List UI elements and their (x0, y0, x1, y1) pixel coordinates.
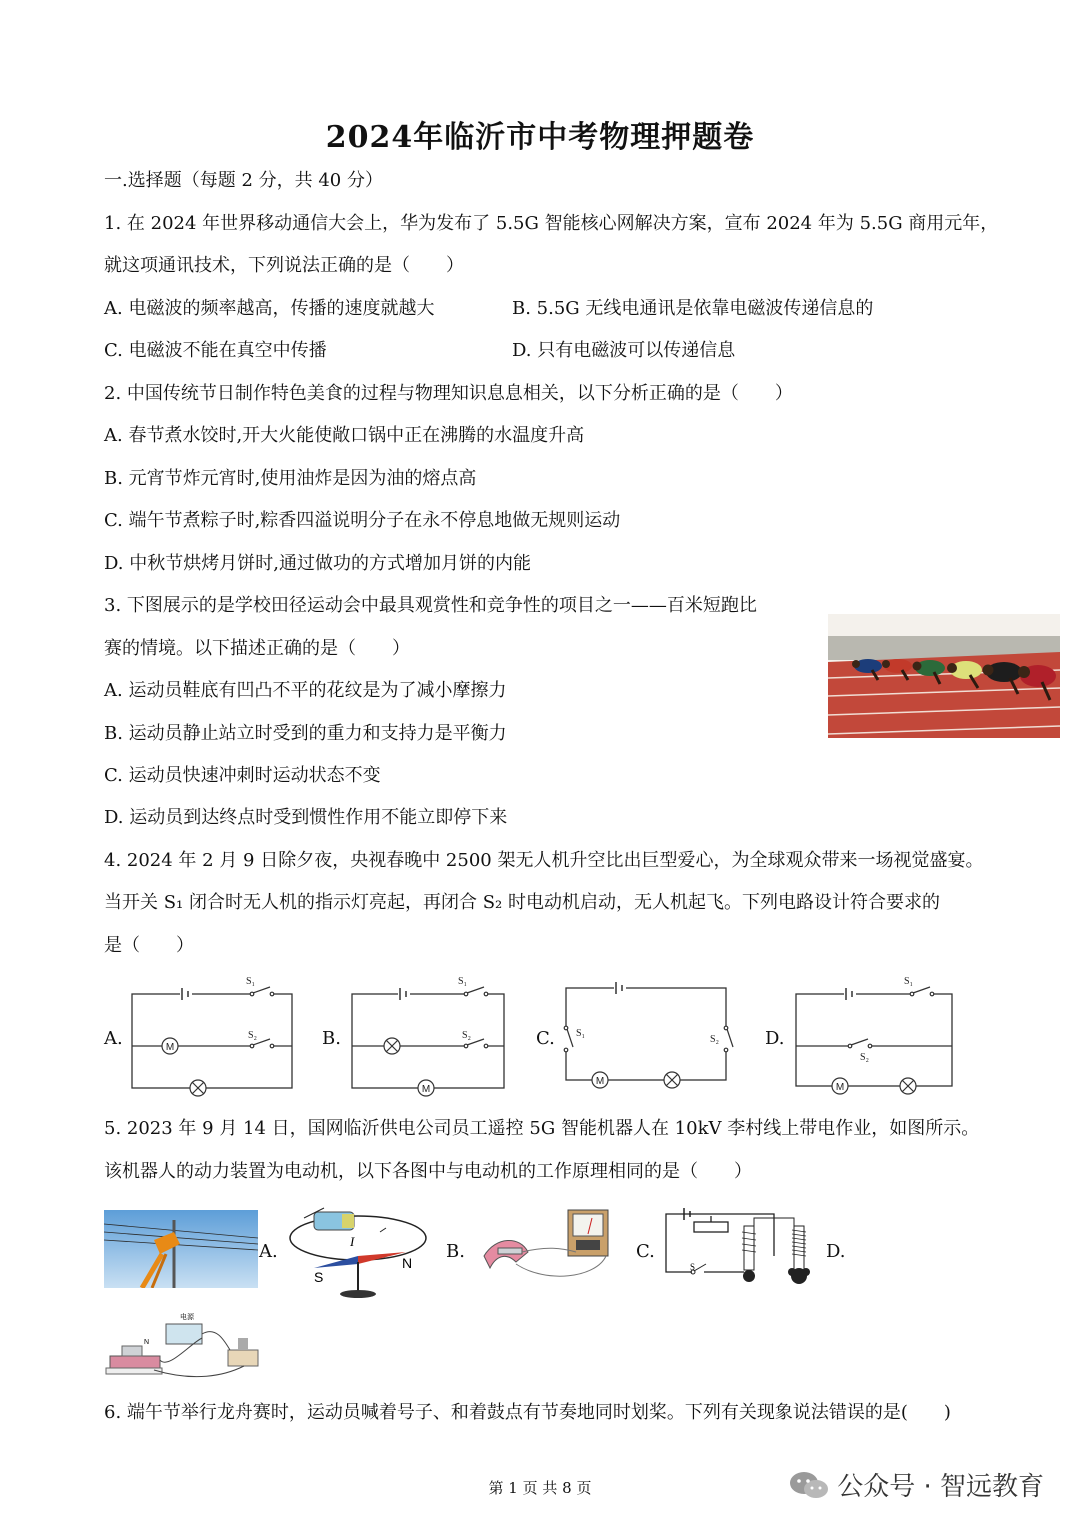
q2-option-d: D. 中秋节烘烤月饼时,通过做功的方式增加月饼的内能 (104, 553, 531, 574)
q4-d-s2-label: S₂ (860, 1052, 870, 1063)
q3-option-b: B. 运动员静止站立时受到的重力和支持力是平衡力 (104, 723, 507, 744)
q4-d-s1-label: S₁ (904, 976, 914, 987)
wechat-icon (789, 1470, 829, 1500)
q4-label-d: D. (765, 1028, 785, 1049)
q3-option-d: D. 运动员到达终点时受到惯性作用不能立即停下来 (104, 807, 508, 828)
q5-d-power-label: 电源 (180, 1313, 194, 1321)
q5-label-d: D. (826, 1241, 846, 1262)
q2-option-b: B. 元宵节炸元宵时,使用油炸是因为油的熔点高 (104, 468, 477, 489)
q4-stem-line1: 4. 2024 年 2 月 9 日除夕夜，央视春晚中 2500 架无人机升空比出巨型爱心，为全球观众带来一场视觉盛宴。 (104, 850, 984, 871)
q4-c-motor-label: M (595, 1076, 605, 1087)
q4-a-s2-label: S₂ (248, 1030, 258, 1041)
q2-option-a: A. 春节煮水饺时,开大火能使敞口锅中正在沸腾的水温度升高 (104, 425, 585, 446)
q5-label-b: B. (446, 1241, 465, 1262)
q5-a-n-label: N (402, 1255, 413, 1271)
q4-c-s2-label: S₂ (710, 1034, 720, 1045)
page-footer: 第 1 页 共 8 页 (488, 1479, 592, 1497)
q4-b-motor-label: M (421, 1084, 431, 1095)
q4-b-s2-label: S₂ (462, 1030, 472, 1041)
q5-d-n-label: N (144, 1339, 150, 1346)
q5-fig-a-compass-coil (284, 1204, 434, 1300)
watermark-text: 公众号 · 智远教育 (837, 1472, 1044, 1502)
q4-label-a: A. (104, 1028, 123, 1049)
q5-a-current-label: I (350, 1234, 355, 1249)
q5-stem-line2: 该机器人的动力装置为电动机，以下各图中与电动机的工作原理相同的是（ ） (104, 1161, 752, 1182)
q5-fig-d-motor-demo (104, 1310, 266, 1382)
q1-stem-line2: 就这项通讯技术，下列说法正确的是（ ） (104, 255, 464, 276)
q4-label-b: B. (322, 1028, 341, 1049)
power-line-robot-photo (104, 1210, 258, 1288)
q4-label-c: C. (536, 1028, 555, 1049)
q5-label-a: A. (259, 1241, 278, 1262)
q5-label-c: C. (636, 1241, 655, 1262)
q1-option-d: D. 只有电磁波可以传递信息 (512, 340, 736, 361)
q4-b-s1-label: S₁ (458, 976, 468, 987)
q6-stem: 6. 端午节举行龙舟赛时，运动员喊着号子、和着鼓点有节奏地同时划桨。下列有关现象说法错误的是( ) (104, 1402, 951, 1423)
q3-stem-line1: 3. 下图展示的是学校田径运动会中最具观赏性和竞争性的项目之一——百米短跑比 (104, 595, 757, 616)
q3-option-a: A. 运动员鞋底有凹凸不平的花纹是为了减小摩擦力 (104, 680, 507, 701)
q3-stem-line2: 赛的情境。以下描述正确的是（ ） (104, 638, 410, 659)
q4-a-s1-label: S₁ (246, 976, 256, 987)
q1-option-b: B. 5.5G 无线电通讯是依靠电磁波传递信息的 (512, 298, 874, 319)
q4-a-motor-label: M (165, 1042, 175, 1053)
q4-c-s1-label: S₁ (576, 1028, 586, 1039)
watermark (789, 1466, 1044, 1503)
q3-option-c: C. 运动员快速冲刺时运动状态不变 (104, 765, 381, 786)
q5-stem-line1: 5. 2023 年 9 月 14 日，国网临沂供电公司员工遥控 5G 智能机器人在 10kV 李村线上带电作业，如图所示。 (104, 1118, 980, 1139)
section-heading: 一.选择题（每题 2 分，共 40 分） (104, 170, 383, 191)
page-title: 2024年临沂市中考物理押题卷 (325, 120, 755, 155)
q5-fig-c-electromagnets (664, 1206, 824, 1290)
q4-d-motor-label: M (835, 1082, 845, 1093)
q1-stem-line1: 1. 在 2024 年世界移动通信大会上，华为发布了 5.5G 智能核心网解决方案，宣布 2024 年为 5.5G 商用元年， (104, 213, 999, 234)
q5-fig-b-galvanometer (476, 1206, 626, 1286)
q2-stem: 2. 中国传统节日制作特色美食的过程与物理知识息息相关，以下分析正确的是（ ） (104, 383, 793, 404)
q1-option-a: A. 电磁波的频率越高，传播的速度就越大 (104, 298, 435, 319)
sprint-race-photo (828, 614, 1060, 738)
q1-option-c: C. 电磁波不能在真空中传播 (104, 340, 327, 361)
q4-stem-line2: 当开关 S₁ 闭合时无人机的指示灯亮起，再闭合 S₂ 时电动机启动，无人机起飞。下列电路设计符合要求的 (104, 892, 940, 913)
q2-option-c: C. 端午节煮粽子时,粽香四溢说明分子在永不停息地做无规则运动 (104, 510, 621, 531)
q4-stem-line3: 是（ ） (104, 935, 194, 956)
q5-c-s-label: S (690, 1262, 696, 1272)
q5-a-s-label: S (314, 1269, 324, 1285)
